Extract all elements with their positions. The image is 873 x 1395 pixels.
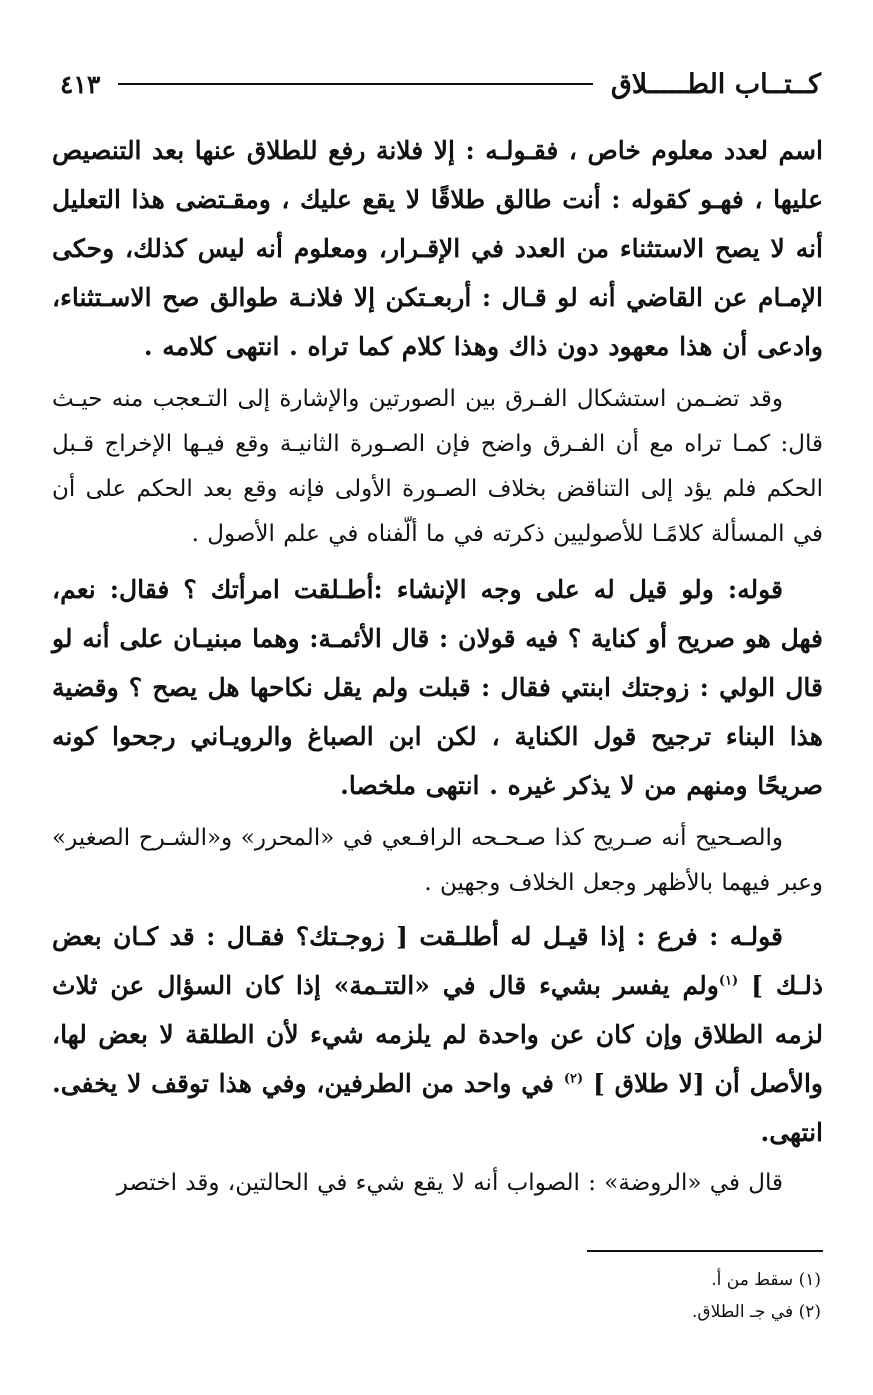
- paragraph-3: قوله: ولو قيل له على وجه الإنشاء :أطـلقت امرأتك ؟ فقال: نعم، فهل هو صريح أو كناية ؟ فيه قولان : قال الأئمـة: وهما مبنيـان على أنه لو قال الولي : زوجتك ابنتي فقال : قبلت ولم يقل نكاحها هل يصح ؟ وقضية هذا البناء ترجيح قول الكناية ، لكن ابن الصباغ والرويـاني رجحوا كونه صريحًا ومنهم من لا يذكر غيره . انتهى ملخصا.: [52, 575, 823, 800]
- paragraph-5-part-3: في واحد من الطرفين، وفي هذا توقف لا يخفى. انتهى.: [52, 1069, 823, 1147]
- paragraph-5-part-2: ولم يفسر بشيء قال في «التتـمة» إذا كان السؤال عن ثلاث لزمه الطلاق وإن كان عن واحدة لم يلزمه شيء لأن الطلقة لا بعض لها، والأصل أن [لا طلاق ]: [52, 971, 824, 1098]
- running-title: كــتــاب الطـــــلاق: [610, 68, 821, 100]
- page-header: [60, 64, 821, 104]
- footnote-ref-2: (٢): [563, 1071, 584, 1087]
- footnotes: [300, 1264, 821, 1328]
- page-number: ٤١٣: [60, 69, 101, 99]
- paragraph-5-part-1: قولـه : فرع : إذا قيـل له أطلـقت [ زوجـتك؟ فقـال : قد كـان بعض ذلـك ]: [52, 922, 823, 1000]
- footnote-rule: [587, 1250, 823, 1252]
- footnote-1: (١) سقط من أ.: [711, 1270, 821, 1290]
- footnote-2: (٢) في جـ الطلاق.: [692, 1302, 821, 1322]
- body-text: [52, 126, 823, 1206]
- footnote-ref-1: (١): [718, 973, 739, 989]
- paragraph-6: قال في «الروضة» : الصواب أنه لا يقع شيء في الحالتين، وقد اختصر: [116, 1170, 783, 1196]
- paragraph-1: اسم لعدد معلوم خاص ، فقـولـه : إلا فلانة رفع للطلاق عنها بعد التنصيص عليها ، فهـو كقوله : أنت طالق طلاقًا لا يقع عليك ، ومقـتضى هذا التعليل أنه لا يصح الاستثناء من العدد في الإقـرار، ومعلوم أنه ليس كذلك، وحكى الإمـام عن القاضي أنه لو قـال : أربعـتكن إلا فلانـة طوالق صح الاسـتثناء، وادعى أن هذا معهود دون ذاك وهذا كلام كما تراه . انتهى كلامه .: [52, 136, 823, 361]
- paragraph-5: [52, 912, 823, 1157]
- paragraph-2: وقد تضـمن استشكال الفـرق بين الصورتين والإشارة إلى التـعجب منه حيـث قال: كمـا تراه مع أن الفـرق واضح فإن الصـورة الثانيـة وقع فيـها الإخراج قـبل الحكم فلم يؤد إلى التناقض بخلاف الصـورة الأولى فإنه وقع بعد الحكم على أن في المسألة كلامًـا للأصوليين ذكرته في ما ألّفناه في علم الأصول .: [52, 386, 823, 547]
- header-rule: [118, 83, 593, 85]
- paragraph-4: والصـحيح أنه صـريح كذا صـحـحه الرافـعي في «المحرر» و«الشـرح الصغير» وعبر فيهما بالأظهر وجعل الخلاف وجهين .: [52, 825, 823, 896]
